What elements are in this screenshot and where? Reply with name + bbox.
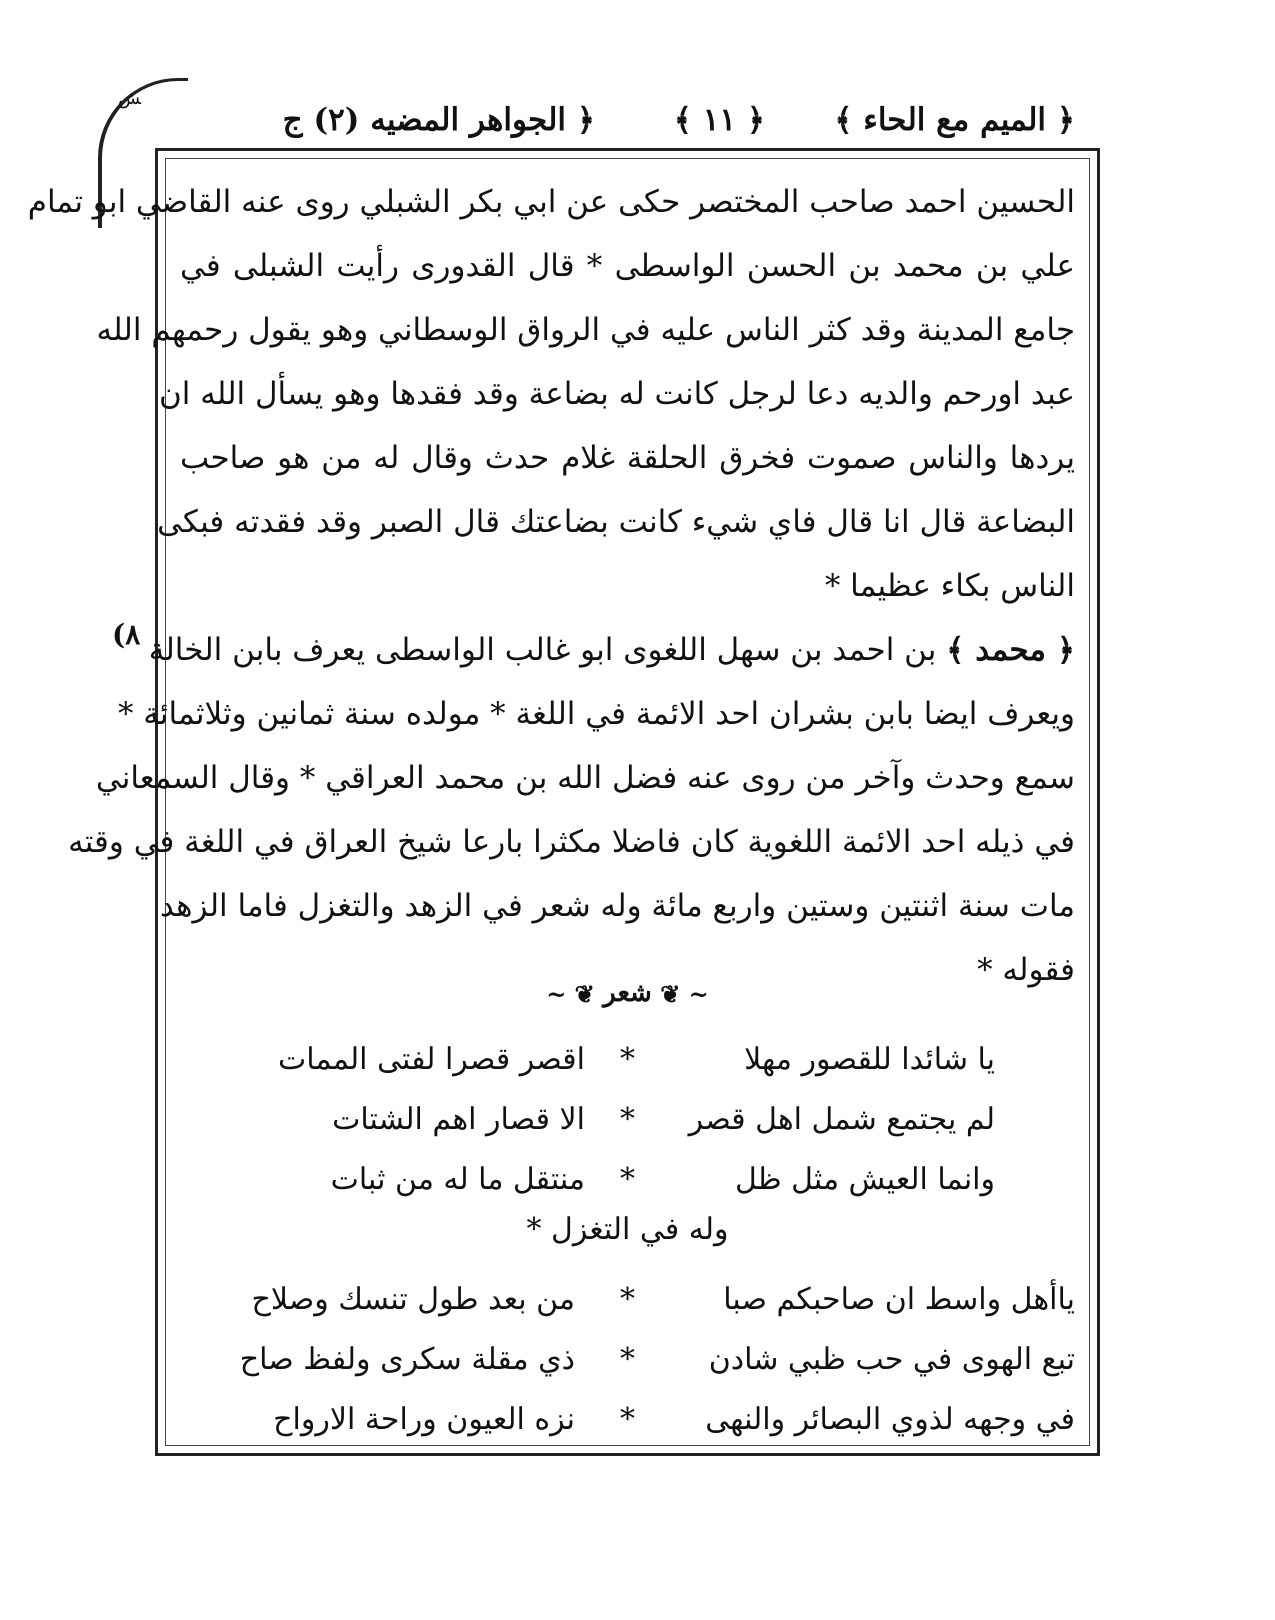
- verse-first-hemistich: تبع الهوى في حب ظبي شادن: [708, 1342, 1075, 1377]
- poem-heading: [180, 978, 1075, 1009]
- poem-heading-text: شعر: [603, 978, 652, 1008]
- prose-line: فقوله *: [977, 952, 1075, 988]
- verse: [180, 1150, 1075, 1210]
- poem-love: [180, 1270, 1075, 1450]
- verse-first-hemistich: في وجهه لذوي البصائر والنهى: [705, 1402, 1075, 1437]
- ornament-icon: ~ ❦: [651, 979, 709, 1009]
- bio-entry-first-line: [148, 618, 1075, 682]
- prose-line: الحسين احمد صاحب المختصر حكى عن ابي بكر الشبلي روى عنه القاضي ابو تمام: [27, 184, 1075, 220]
- prose-line: في ذيله احد الائمة اللغوية كان فاضلا مكثرا بارعا شيخ العراق في اللغة في وقته: [68, 824, 1075, 860]
- prose-line: جامع المدينة وقد كثر الناس عليه في الرواق الوسطاني وهو يقول رحمهم الله: [96, 312, 1075, 348]
- prose-line: البضاعة قال انا قال فاي شيء كانت بضاعتك قال الصبر وقد فقدته فبكى: [157, 504, 1075, 540]
- verse-second-hemistich: من بعد طول تنسك وصلاح: [251, 1282, 575, 1317]
- verse-separator: *: [620, 1342, 635, 1377]
- prose-body: [27, 170, 1075, 1002]
- verse-separator: *: [620, 1042, 635, 1077]
- bio-line-text: بن احمد بن سهل اللغوى ابو غالب الواسطى يعرف بابن الخالة: [148, 632, 937, 668]
- verse: [180, 1270, 1075, 1330]
- verse-separator: *: [620, 1402, 635, 1437]
- verse-first-hemistich: ياأهل واسط ان صاحبكم صبا: [723, 1282, 1075, 1317]
- ornament-icon: ❦ ~: [546, 979, 604, 1009]
- corner-mark-text: ﺶ: [118, 88, 141, 109]
- prose-line: علي بن محمد بن الحسن الواسطى * قال القدورى رأيت الشبلى في: [180, 248, 1075, 284]
- verse: [180, 1330, 1075, 1390]
- poem-subheading: وله في التغزل *: [526, 1212, 729, 1247]
- poem-ascetic: [180, 1030, 1075, 1210]
- prose-line: الناس بكاء عظيما *: [824, 568, 1075, 604]
- verse: [180, 1390, 1075, 1450]
- prose-line: ويعرف ايضا بابن بشران احد الائمة في اللغة * مولده سنة ثمانين وثلاثمائة *: [117, 696, 1075, 732]
- prose-line: سمع وحدث وآخر من روى عنه فضل الله بن محمد العراقي * وقال السمعاني: [95, 760, 1075, 796]
- header-section-title: ﴿ الميم مع الحاء ﴾: [834, 102, 1075, 138]
- verse: [180, 1090, 1075, 1150]
- verse-separator: *: [620, 1102, 635, 1137]
- verse-first-hemistich: وانما العيش مثل ظل: [735, 1162, 995, 1197]
- verse-separator: *: [620, 1162, 635, 1197]
- prose-line: عبد اورحم والديه دعا لرجل كانت له بضاعة وقد فقدها وهو يسأل الله ان: [159, 376, 1075, 412]
- verse-first-hemistich: يا شائدا للقصور مهلا: [744, 1042, 995, 1077]
- verse-separator: *: [620, 1282, 635, 1317]
- prose-line: يردها والناس صموت فخرق الحلقة غلام حدث وقال له من هو صاحب: [180, 440, 1075, 476]
- verse-second-hemistich: نزه العيون وراحة الارواح: [273, 1402, 575, 1437]
- bio-name-heading: ﴿ محمد ﴾: [946, 632, 1075, 668]
- header-page-number: ﴿ ١١ ﴾: [673, 102, 765, 138]
- margin-number: (٨: [112, 618, 141, 651]
- verse-second-hemistich: اقصر قصرا لفتى الممات: [277, 1042, 585, 1077]
- header-book-title: ﴿ الجواهر المضيه (٢) ج: [282, 102, 595, 138]
- verse-second-hemistich: منتقل ما له من ثبات: [330, 1162, 585, 1197]
- verse-second-hemistich: ذي مقلة سكرى ولفظ صاح: [239, 1342, 575, 1377]
- verse: [180, 1030, 1075, 1090]
- verse-second-hemistich: الا قصار اهم الشتات: [332, 1102, 585, 1137]
- prose-line: مات سنة اثنتين وستين واربع مائة وله شعر في الزهد والتغزل فاما الزهد: [159, 888, 1075, 924]
- verse-first-hemistich: لم يجتمع شمل اهل قصر: [688, 1102, 995, 1137]
- running-header: [195, 92, 1075, 148]
